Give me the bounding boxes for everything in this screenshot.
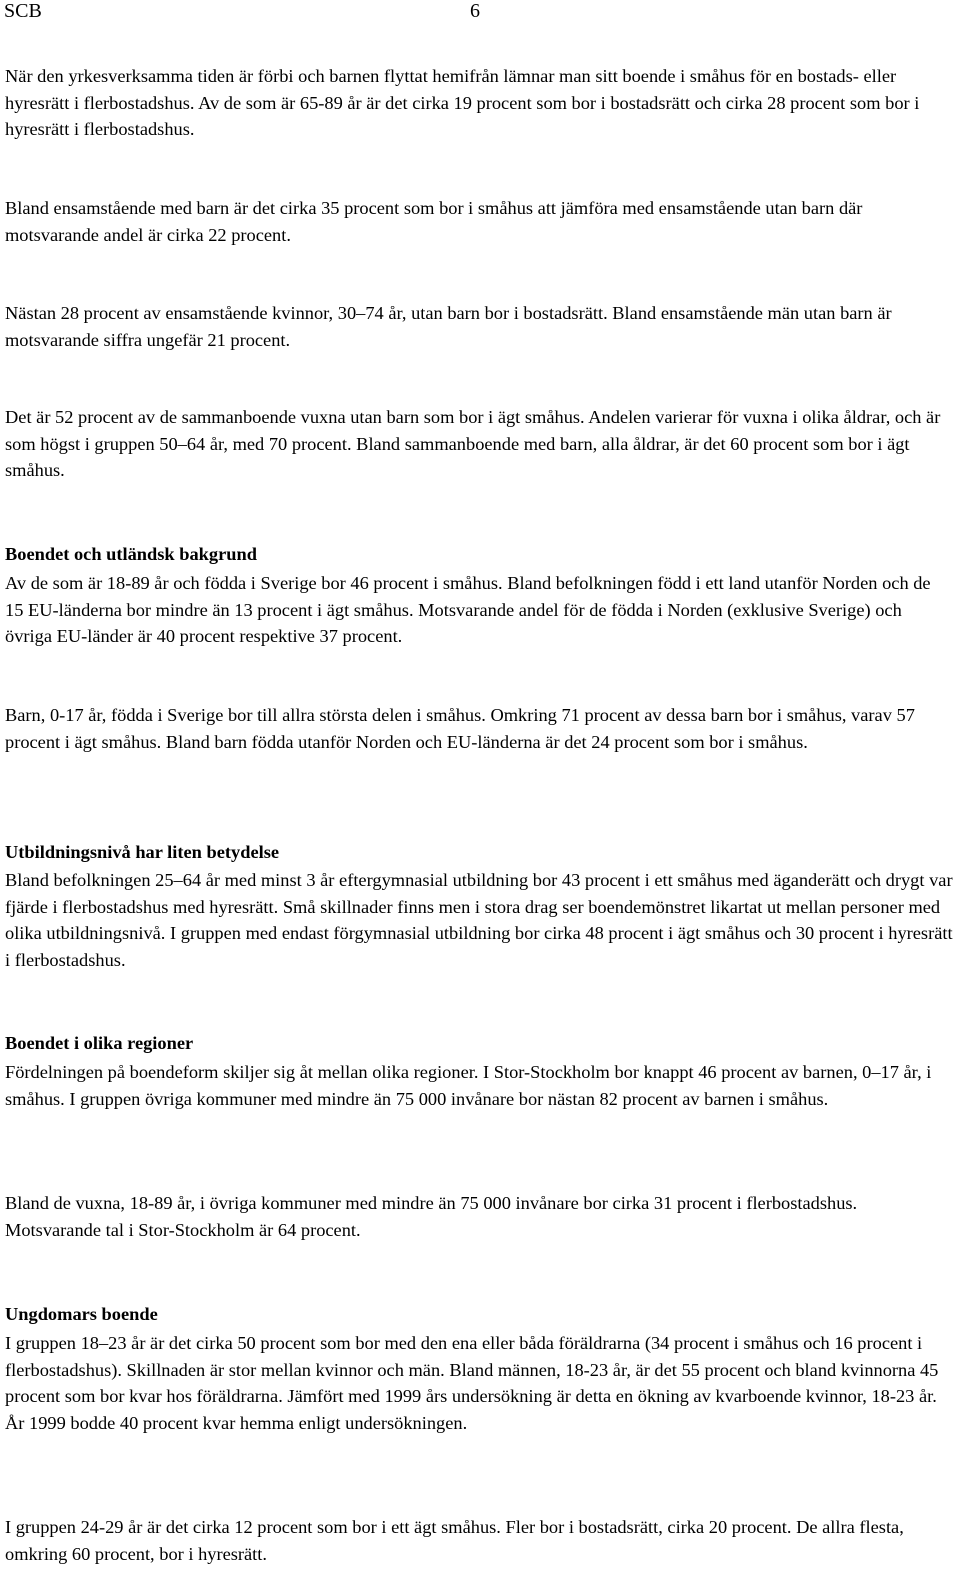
paragraph-4: Det är 52 procent av de sammanboende vuxna utan barn som bor i ägt småhus. Andelen varierar för vuxna i olika åldrar, och är som högst i gruppen 50–64 år, med 70 procent. Bland sammanboende med barn, alla åldrar, är det 60 procent som bor i ägt småhus. [5,407,941,480]
paragraph-8: Fördelningen på boendeform skiljer sig åt mellan olika regioner. I Stor-Stockholm bor knappt 46 procent av barnen, 0–17 år, i småhus. I gruppen övriga kommuner med mindre än 75 000 invånare bor nästan 82 procent av barnen i småhus. [5,1062,932,1109]
section-heading-regions: Boendet i olika regioner [5,1033,194,1053]
paragraph-6: Barn, 0-17 år, födda i Sverige bor till allra största delen i småhus. Omkring 71 procent av dessa barn bor i småhus, varav 57 procent i ägt småhus. Bland barn födda utanför Norden och EU-länderna är det 24 procent som bor i småhus. [5,705,915,752]
page-number: 6 [470,0,480,22]
section-heading-youth: Ungdomars boende [5,1304,158,1324]
paragraph-2: Bland ensamstående med barn är det cirka 35 procent som bor i småhus att jämföra med ensamstående utan barn där motsvarande andel är cirka 22 procent. [5,198,863,245]
paragraph-1: När den yrkesverksamma tiden är förbi och barnen flyttat hemifrån lämnar man sitt boende i småhus för en bostads- eller hyresrätt i flerbostadshus. Av de som är 65-89 år är det cirka 19 procent som bor i bostadsrätt och cirka 28 procent som bor i hyresrätt i flerbostadshus. [5,66,920,139]
header-org: SCB [4,0,42,22]
paragraph-11: I gruppen 24-29 år är det cirka 12 procent som bor i ett ägt småhus. Fler bor i bostadsrätt, cirka 20 procent. De allra flesta, omkring 60 procent, bor i hyresrätt. [5,1517,904,1564]
paragraph-5: Av de som är 18-89 år och födda i Sverige bor 46 procent i småhus. Bland befolkningen född i ett land utanför Norden och de 15 EU-länderna bor mindre än 13 procent i ägt småhus. Motsvarande andel för de födda i Norden (exklusive Sverige) och övriga EU-länder är 40 procent respektive 37 procent. [5,573,931,646]
paragraph-7: Bland befolkningen 25–64 år med minst 3 år eftergymnasial utbildning bor 43 procent i ett småhus med äganderätt och drygt var fjärde i flerbostadshus med hyresrätt. Små skillnader finns men i stora drag ser boendemönstret likartat ut mellan personer med olika utbildningsnivå. I gruppen med endast förgymnasial utbildning bor cirka 48 procent i ägt småhus och 30 procent i hyresrätt i flerbostadshus. [5,870,953,970]
paragraph-9: Bland de vuxna, 18-89 år, i övriga kommuner med mindre än 75 000 invånare bor cirka 31 procent i flerbostadshus. Motsvarande tal i Stor-Stockholm är 64 procent. [5,1193,858,1240]
paragraph-10: I gruppen 18–23 år är det cirka 50 procent som bor med den ena eller båda föräldrarna (34 procent i småhus och 16 procent i flerbostadshus). Skillnaden är stor mellan kvinnor och män. Bland männen, 18-23 år, är det 55 procent och bland kvinnorna 45 procent som bor kvar hos föräldrarna. Jämfört med 1999 års undersökning är detta en ökning av kvarboende kvinnor, 18-23 år. År 1999 bodde 40 procent kvar hemma enligt undersökningen. [5,1333,939,1433]
section-heading-education: Utbildningsnivå har liten betydelse [5,842,280,862]
paragraph-3: Nästan 28 procent av ensamstående kvinnor, 30–74 år, utan barn bor i bostadsrätt. Bland ensamstående män utan barn är motsvarande siffra ungefär 21 procent. [5,303,892,350]
section-heading-background: Boendet och utländsk bakgrund [5,544,257,564]
